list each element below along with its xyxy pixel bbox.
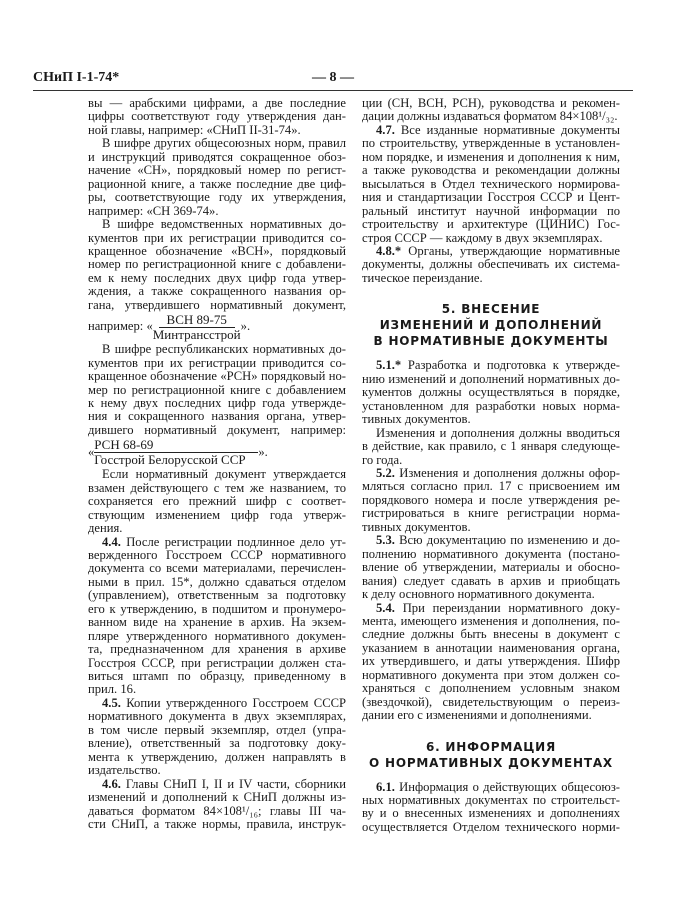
line-text: ной главы, например: «СНиП II-31-74».: [88, 123, 301, 137]
line-text: установленном для разработки новых норма-: [362, 399, 620, 413]
text-line: [88, 357, 346, 370]
text-line: [362, 245, 620, 258]
text-line: [362, 137, 620, 150]
page-number: — 8 —: [312, 70, 354, 85]
text-line: [88, 410, 346, 423]
document-code: СНиП I-1-74*: [33, 70, 120, 85]
text-line: [362, 588, 620, 601]
clause-number: 4.8.*: [376, 244, 402, 258]
paragraph: [88, 697, 346, 778]
fraction-suffix: ».: [258, 444, 268, 459]
line-text: В шифре других общесоюзных норм, правил: [102, 137, 346, 151]
text-line: [88, 536, 346, 549]
line-text: ральный институт научной информации по: [362, 204, 620, 218]
text-line: [88, 805, 346, 818]
text-line: [362, 507, 620, 520]
paragraph: [362, 467, 620, 534]
line-text: Копии утвержденного Госстроем СССР: [120, 696, 346, 710]
line-text: В шифре ведомственных нормативных до-: [102, 218, 346, 232]
text-line: [362, 709, 620, 722]
fraction-body: [153, 313, 241, 341]
line-text: осуществляется Отделом технического норми-: [362, 820, 620, 834]
line-text: кументов при их регистрации приводится со-: [88, 231, 346, 245]
text-line: [362, 454, 620, 467]
line-text: (управлением), ответственным за подготовку: [88, 589, 346, 603]
text-line: [362, 602, 620, 615]
line-text: та, предназначенном для хранения в архиве: [88, 643, 346, 657]
heading-line: В НОРМАТИВНЫЕ ДОКУМЕНТЫ: [373, 334, 609, 349]
text-line: [362, 359, 620, 372]
line-text: Изменения и дополнения должны вводиться: [376, 426, 620, 440]
text-line: [88, 630, 346, 643]
left-column: [88, 97, 346, 831]
line-text: кументов должны осуществляться в порядке,: [362, 386, 620, 400]
line-text: а также руководства и рекомендации должны: [362, 164, 620, 178]
text-line: [88, 272, 346, 285]
line-text: храняться с дополнением условным знаком: [362, 682, 620, 696]
clause-number: 6.1.: [376, 780, 395, 794]
text-line: [88, 299, 346, 312]
text-line: [88, 657, 346, 670]
line-text: Госстроя СССР, при регистрации должен ста-: [88, 656, 346, 670]
line-text: его к утверждению, в подшитом и пронумеро-: [88, 602, 346, 616]
text-line: [88, 697, 346, 710]
text-line: [88, 110, 346, 123]
text-line: [362, 373, 620, 386]
line-text: Если нормативный документ утверждается: [102, 468, 346, 482]
text-line: [362, 191, 620, 204]
text-line: [88, 818, 346, 831]
clause-number: 4.7.: [376, 123, 395, 137]
text-line: [362, 178, 620, 191]
text-line: [88, 424, 346, 437]
text-line: [362, 821, 620, 834]
line-text: ву и о внесенных изменениях и дополнениях: [362, 807, 620, 821]
line-text: Главы СНиП I, II и IV части, сборники: [120, 777, 346, 791]
line-text: дании его с изменениями и дополнениями.: [362, 709, 592, 723]
text-line: [88, 764, 346, 777]
section-heading: [362, 301, 620, 349]
text-line: [362, 97, 620, 110]
text-line: [362, 218, 620, 231]
line-text: нию изменений и дополнений нормативных до-: [362, 372, 620, 386]
text-line: [362, 272, 620, 285]
text-line: [88, 191, 346, 204]
line-text: При переиздании нормативного доку-: [394, 601, 620, 615]
text-line: [88, 751, 346, 764]
line-text: ния и стандартизации Госстроя СССР и Цент-: [362, 191, 620, 205]
line-text: и инструкций приводятся сокращенное обоз-: [88, 150, 346, 164]
line-text: Информация о действующих общесоюз-: [394, 780, 620, 794]
paragraph: [88, 778, 346, 832]
line-text: указанием в аннотации наименования органа,: [362, 641, 620, 655]
line-text: следние должны быть внесены в документ с: [362, 628, 620, 642]
line-text: виться штамп по образцу, приведенному в: [88, 670, 346, 684]
line-text: к делу основного нормативного документа.: [362, 588, 595, 602]
line-text: нормативного документа в двух экземплярах,: [88, 710, 346, 724]
text-line: [362, 413, 620, 426]
line-text: го года.: [362, 453, 403, 467]
line-text: сохраняется его прежний шифр с соответ-: [88, 495, 346, 509]
line-text: кращенное обозначение «РСН» порядковый но-: [88, 370, 346, 384]
text-line: [88, 616, 346, 629]
text-line: [362, 696, 620, 709]
text-line: [88, 124, 346, 137]
fraction-prefix: «: [88, 444, 95, 459]
paragraph: [88, 468, 346, 535]
line-text: гистрироваться в книге регистрации норма-: [362, 507, 620, 521]
fraction-numerator: ВСН 89-75: [159, 313, 235, 327]
line-text: кращенное обозначение «ВСН», порядковый: [88, 244, 346, 258]
paragraph: [362, 534, 620, 601]
text-line: [88, 218, 346, 231]
text-line: [88, 495, 346, 508]
clause-number: 5.4.: [376, 601, 395, 615]
text-line: [88, 710, 346, 723]
text-line: [362, 151, 620, 164]
text-line: [88, 522, 346, 535]
paragraph: [362, 124, 620, 245]
line-text: Органы, утверждающие нормативные: [401, 244, 620, 258]
line-text: ции (СН, ВСН, РСН), руководства и рекомен-: [362, 97, 620, 110]
line-text: в том числе первый экземпляр, отдел (упра-: [88, 723, 346, 737]
line-text: дившего нормативный документ, например:: [88, 423, 346, 437]
line-text: дации должны издаваться форматом 84×108¹/₃₂.: [362, 110, 618, 124]
fraction-denominator: Госстрой Белорусской ССР: [94, 451, 246, 467]
line-text: кументов при их регистрации приводится со-: [88, 356, 346, 370]
line-text: тивных документов.: [362, 520, 471, 534]
text-line: [362, 575, 620, 588]
line-text: вания) следует сдавать в архив и приобщать: [362, 574, 620, 588]
text-line: [88, 576, 346, 589]
line-text: изменений и дополнений к СНиП должны из-: [88, 791, 346, 805]
text-line: [88, 258, 346, 271]
text-line: [88, 737, 346, 750]
clause-number: 5.1.*: [376, 359, 402, 373]
fraction-numerator: РСН 68-69: [94, 438, 258, 452]
line-text: Всю документацию по изменению и до-: [394, 534, 620, 548]
right-column: [362, 97, 620, 834]
paragraph: [88, 343, 346, 437]
line-text: вление об утверждении, материалы и обосно-: [362, 561, 620, 575]
text-line: [362, 258, 620, 271]
text-line: [88, 683, 346, 696]
text-line: [88, 670, 346, 683]
line-text: мер по регистрационной книге с добавлением: [88, 383, 346, 397]
text-line: [88, 245, 346, 258]
clause-number: 4.4.: [102, 535, 121, 549]
line-text: взамен действующего с тем же названием, то: [88, 481, 346, 495]
text-line: [362, 548, 620, 561]
text-line: [362, 494, 620, 507]
line-text: После регистрации подлинное дело ут-: [120, 535, 346, 549]
line-text: ствующим изменением цифр года утверж-: [88, 508, 346, 522]
line-text: полнению нормативного документа (постано-: [362, 547, 620, 561]
text-line: [362, 440, 620, 453]
text-line: [362, 386, 620, 399]
text-line: [362, 110, 620, 123]
text-line: [88, 370, 346, 383]
line-text: вы — арабскими цифрами, а две последние: [88, 97, 346, 110]
text-line: [88, 724, 346, 737]
line-text: по строительству, утвержденные в установлен-: [362, 137, 620, 151]
paragraph: [88, 137, 346, 218]
text-line: [362, 628, 620, 641]
line-text: документы, должны обеспечивать их система-: [362, 258, 620, 272]
text-line: [88, 164, 346, 177]
line-text: Разработка и подготовка к утвержде-: [401, 359, 620, 373]
line-text: строительству и архитектуре (ЦИНИС) Гос-: [362, 218, 620, 232]
text-line: [362, 669, 620, 682]
text-line: [88, 397, 346, 410]
paragraph: [362, 781, 620, 835]
line-text: цифры соответствуют году утверждения дан-: [88, 110, 346, 124]
heading-line: ИЗМЕНЕНИЙ И ДОПОЛНЕНИЙ: [379, 318, 603, 333]
text-line: [88, 137, 346, 150]
line-text: высылаться в Отдел технического нормирова-: [362, 177, 620, 191]
text-line: [362, 534, 620, 547]
line-text: (звездочкой), свидетельствующим о переиз-: [362, 695, 620, 709]
line-text: даваться форматом 84×108¹/₁₆; главы III ча-: [88, 804, 346, 818]
text-line: [362, 232, 620, 245]
text-line: [362, 400, 620, 413]
text-line: [362, 561, 620, 574]
fraction-denominator: Минтрансстрой: [152, 326, 241, 342]
line-text: мляться согласно прил. 17 с присвоением им: [362, 480, 620, 494]
line-text: в действие, как правило, с 1 января следующе-: [362, 440, 620, 454]
line-text: вержденного Госстроем СССР нормативного: [88, 548, 346, 562]
paragraph: [362, 245, 620, 285]
paragraph: [362, 427, 620, 467]
line-text: порядкового номера и после утверждения ре-: [362, 493, 620, 507]
text-line: [88, 151, 346, 164]
line-text: ванном виде на хранение в архив. На экзем-: [88, 616, 346, 630]
paragraph: [362, 97, 620, 124]
text-line: [362, 480, 620, 493]
line-text: ных нормативных документах по строительст-: [362, 794, 620, 808]
line-text: их утвердившего, и даты утверждения. Шифр: [362, 655, 620, 669]
line-text: документа со всеми материалами, перечислен-: [88, 562, 346, 576]
line-text: номер по регистрационной книге с добавлени-: [88, 258, 346, 272]
heading-line: О НОРМАТИВНЫХ ДОКУМЕНТАХ: [369, 755, 613, 770]
fraction-prefix: например: «: [88, 319, 153, 334]
text-line: [88, 178, 346, 191]
line-text: ры, соответствующие году их утверждения,: [88, 191, 346, 205]
text-line: [88, 603, 346, 616]
line-text: рационной книге, а также последние две циф-: [88, 177, 346, 191]
text-line: [88, 97, 346, 110]
line-text: к нему двух последних цифр года утвержде-: [88, 396, 346, 410]
line-text: ждения, а также сокращенного названия ор-: [88, 285, 346, 299]
text-line: [88, 643, 346, 656]
heading-line: 6. ИНФОРМАЦИЯ: [425, 739, 557, 754]
text-line: [88, 482, 346, 495]
text-line: [88, 562, 346, 575]
text-line: [362, 682, 620, 695]
text-line: [362, 521, 620, 534]
text-line: [362, 807, 620, 820]
text-line: [362, 164, 620, 177]
paragraph: [88, 218, 346, 312]
text-line: [362, 615, 620, 628]
text-line: [362, 642, 620, 655]
page-header: [33, 70, 633, 91]
text-line: [362, 781, 620, 794]
clause-number: 4.5.: [102, 696, 121, 710]
clause-number: 4.6.: [102, 777, 121, 791]
line-text: пляре утвержденного нормативного докумен-: [88, 629, 346, 643]
line-text: например: «СН 369-74».: [88, 204, 219, 218]
line-text: Все изданные нормативные документы: [394, 123, 620, 137]
line-text: дения.: [88, 522, 123, 536]
line-text: нормативного документа при этом должен со-: [362, 668, 620, 682]
line-text: начение «СН», порядковый номер по регист-: [88, 164, 346, 178]
line-text: издательство.: [88, 764, 161, 778]
text-line: [362, 205, 620, 218]
text-line: [362, 467, 620, 480]
line-text: ными в прил. 15*, должно сдаваться отделом: [88, 575, 346, 589]
line-text: гана, утвердившего нормативный документ,: [88, 298, 346, 312]
line-text: мента, имеющего изменения и дополнения, по-: [362, 614, 620, 628]
line-text: вление), ответственный за подготовку доку-: [88, 737, 346, 751]
text-line: [362, 655, 620, 668]
text-line: [362, 427, 620, 440]
paragraph: [362, 602, 620, 723]
code-fraction: [88, 313, 346, 341]
line-text: прил. 16.: [88, 683, 137, 697]
text-line: [88, 509, 346, 522]
fraction-body: [94, 438, 258, 466]
text-line: [88, 791, 346, 804]
fraction-suffix: ».: [240, 319, 251, 334]
line-text: тивных документов.: [362, 413, 471, 427]
clause-number: 5.2.: [376, 466, 395, 480]
paragraph: [88, 536, 346, 697]
text-line: [88, 468, 346, 481]
text-line: [88, 343, 346, 356]
line-text: В шифре республиканских нормативных до-: [102, 343, 346, 357]
text-line: [88, 549, 346, 562]
line-text: сти СНиП, а также нормы, правила, инструк-: [88, 818, 346, 832]
line-text: строя СССР — каждому в двух экземплярах.: [362, 231, 603, 245]
text-line: [362, 794, 620, 807]
paragraph: [362, 359, 620, 426]
heading-line: 5. ВНЕСЕНИЕ: [441, 302, 541, 317]
line-text: тическое переиздание.: [362, 271, 483, 285]
section-heading: [362, 739, 620, 771]
line-text: Изменения и дополнения должны офор-: [394, 466, 620, 480]
code-fraction: [88, 438, 346, 466]
text-line: [88, 384, 346, 397]
text-line: [88, 778, 346, 791]
text-line: [362, 124, 620, 137]
text-line: [88, 285, 346, 298]
paragraph: [88, 97, 346, 137]
line-text: мента к утверждению, должен направлять в: [88, 750, 346, 764]
line-text: ния и сокращенного названия органа, утвер-: [88, 410, 346, 424]
line-text: ем к нему последних двух цифр года утвер-: [88, 271, 346, 285]
clause-number: 5.3.: [376, 534, 395, 548]
text-line: [88, 589, 346, 602]
text-line: [88, 205, 346, 218]
text-line: [88, 232, 346, 245]
line-text: ном порядке, и изменения и дополнения к ним,: [362, 150, 620, 164]
